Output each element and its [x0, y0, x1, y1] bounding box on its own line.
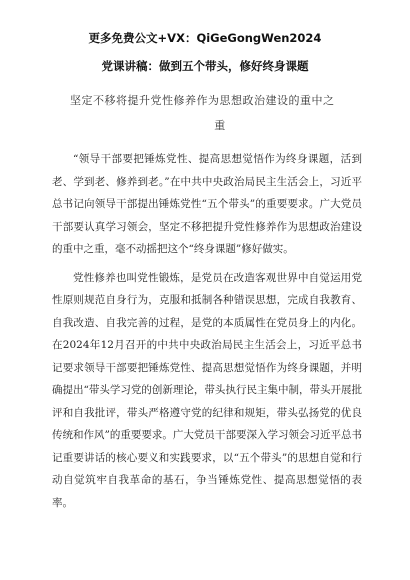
document-body	[52, 148, 362, 520]
document-title: 党课讲稿：做到五个带头，修好终身课题	[101, 59, 309, 73]
subtitle-line-2: 重	[214, 119, 226, 132]
subtitle-line-1: 坚定不移将提升党性修养作为思想政治建设的重中之	[70, 94, 335, 107]
promo-header: 更多免费公文+VX：QiGeGongWen2024	[88, 31, 322, 45]
document-subtitle	[70, 88, 370, 138]
paragraph-2: 党性修养也叫党性锻炼，是党员在改造客观世界中自觉运用党性原则规范自身行为，克服和抵制各种错误思想，完成自我教育、自我改造、自我完善的过程，是党的本质属性在党员身上的内化。在2024年12月召开的中共中央政治局民主生活会上，习近平总书记要求领导干部要把锤炼党性、提高思想觉悟作为终身课题，并明确提出“带头学习党的创新理论，带头执行民主集中制，带头开展批评和自我批评，带头严格遵守党的纪律和规矩，带头弘扬党的优良传统和作风”的重要要求。广大党员干部要深入学习领会习近平总书记重要讲话的核心要义和实践要求，以“五个带头”的思想自觉和行动自觉筑牢自我革命的基石，争当锤炼党性、提高思想觉悟的表率。	[52, 271, 362, 509]
paragraph-1: “领导干部要把锤炼党性、提高思想觉悟作为终身课题，活到老、学到老、修养到老。”在中共中央政治局民主生活会上，习近平总书记向领导干部提出锤炼党性“五个带头”的重要要求。广大党员干部要认真学习领会，坚定不移把提升党性修养作为思想政治建设的重中之重，毫不动摇把这个“终身课题”修好做实。	[52, 153, 362, 255]
